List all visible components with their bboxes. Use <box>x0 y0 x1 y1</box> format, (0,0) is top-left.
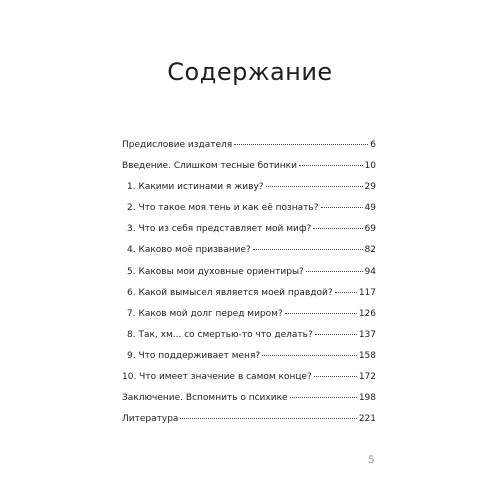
dot-leader <box>313 228 362 229</box>
toc-entry-title: Заключение. Вспомнить о психике <box>122 393 288 404</box>
toc-entry-title: 10. Что имеет значение в самом конце? <box>122 372 312 383</box>
toc-entry-page: 29 <box>364 182 376 193</box>
toc-entry-page: 221 <box>358 414 376 425</box>
toc-entry <box>122 139 376 160</box>
toc-entry-title: 2. Что такое моя тень и как её познать? <box>127 203 319 214</box>
toc-entry-title: 6. Какой вымысел является моей правдой? <box>127 287 333 298</box>
toc-entry <box>122 287 376 308</box>
toc-entry-title: Введение. Слишком тесные ботинки <box>122 161 297 172</box>
toc-entry <box>122 392 376 413</box>
toc-entry <box>122 181 376 202</box>
page-title: Содержание <box>167 58 333 86</box>
toc-entry <box>122 266 376 287</box>
toc-entry-title: 9. Что поддерживает меня? <box>127 350 261 361</box>
toc-entry-page: 172 <box>358 372 376 383</box>
toc-entry-title: 5. Каковы мои духовные ориентиры? <box>127 266 304 277</box>
dot-leader <box>253 249 363 250</box>
dot-leader <box>285 313 357 314</box>
dot-leader <box>180 418 356 419</box>
dot-leader <box>299 165 363 166</box>
toc-entry <box>122 202 376 223</box>
toc-entry-page: 49 <box>364 203 376 214</box>
toc-entry-title: 4. Каково моё призвание? <box>127 245 251 256</box>
dot-leader <box>234 144 368 145</box>
dot-leader <box>266 186 363 187</box>
page-number: 5 <box>368 455 375 466</box>
dot-leader <box>315 334 357 335</box>
toc-entry-page: 137 <box>358 329 376 340</box>
toc-entry-page: 82 <box>364 245 376 256</box>
toc-entry <box>122 308 376 329</box>
toc-entry <box>122 413 376 434</box>
toc-entry <box>122 223 376 244</box>
toc-entry <box>122 350 376 371</box>
toc-entry-page: 10 <box>364 161 376 172</box>
toc-entry-page: 6 <box>370 140 376 150</box>
toc-entry <box>122 329 376 350</box>
dot-leader <box>335 292 357 293</box>
dot-leader <box>321 207 363 208</box>
toc-entry-title: 3. Что из себя представляет мой миф? <box>127 224 312 235</box>
toc-entry-title: 7. Каков мой долг перед миром? <box>127 308 283 319</box>
toc-entry-page: 126 <box>358 308 376 319</box>
toc-entry-page: 198 <box>358 393 376 404</box>
toc-entry-title: Предисловие издателя <box>122 140 233 150</box>
toc-entry-page: 117 <box>358 287 376 298</box>
table-of-contents <box>122 139 376 434</box>
toc-entry <box>122 244 376 265</box>
toc-entry-page: 94 <box>364 266 376 277</box>
dot-leader <box>262 355 357 356</box>
dot-leader <box>314 376 357 377</box>
toc-entry <box>122 371 376 392</box>
toc-entry-title: 1. Какими истинами я живу? <box>127 182 264 193</box>
dot-leader <box>290 397 357 398</box>
toc-entry-title: 8. Так, хм... со смертью-то что делать? <box>127 329 313 340</box>
toc-entry-title: Литература <box>122 414 179 425</box>
toc-entry-page: 69 <box>364 224 376 235</box>
toc-entry-page: 158 <box>358 350 376 361</box>
dot-leader <box>306 271 363 272</box>
toc-entry <box>122 160 376 181</box>
